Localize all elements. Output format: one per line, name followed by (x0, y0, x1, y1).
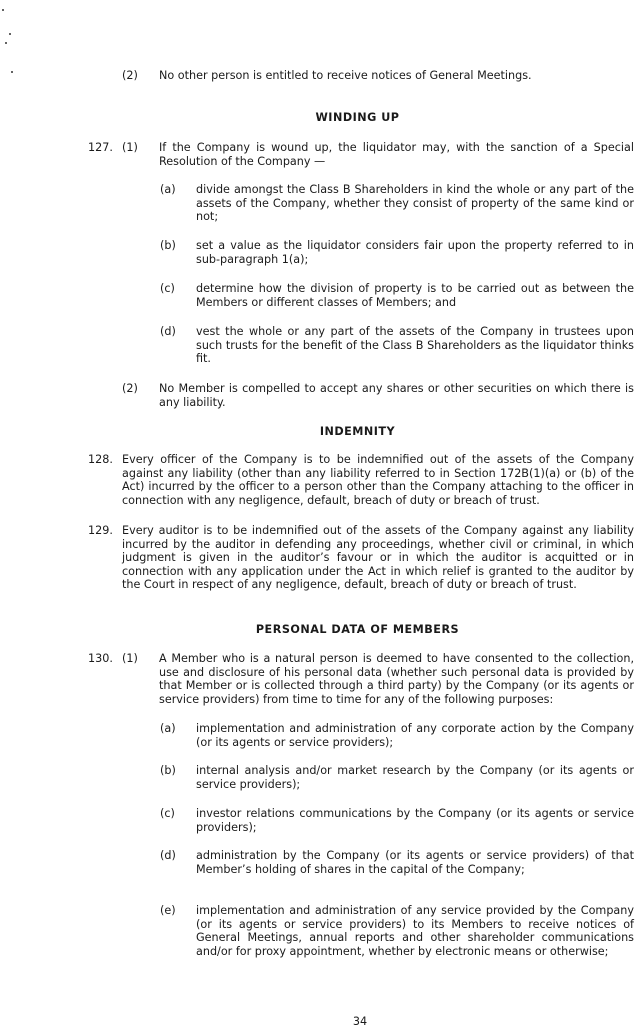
sub-number: (a) (160, 183, 176, 196)
sub-number: (d) (160, 325, 176, 338)
clause-text: Every auditor is to be indemnified out of the assets of the Company against any liability incurred by the auditor in defending any proceedings, whether civil or criminal, in which judgment is given in the auditor’s favour or in which the auditor is acquitted or in connection with any application under the Act in which relief is granted to the auditor by the Court in respect of any negligence, default, breach of duty or breach of trust. (122, 524, 634, 592)
sub-number: (1) (122, 652, 138, 665)
clause-text: implementation and administration of any corporate action by the Company (or its agents or service providers); (196, 722, 634, 749)
sub-number: (2) (122, 382, 138, 395)
clause-text: investor relations communications by the Company (or its agents or service providers); (196, 807, 634, 834)
scan-speck (9, 33, 11, 35)
sub-number: (d) (160, 849, 176, 862)
sub-number: (b) (160, 764, 176, 777)
scan-speck (11, 71, 13, 73)
scan-speck (5, 42, 7, 44)
clause-number: 130. (88, 652, 113, 665)
clause-text: vest the whole or any part of the assets of the Company in trustees upon such trusts for the benefit of the Class B Shareholders as the liquidator thinks fit. (196, 325, 634, 366)
section-heading-indemnity: INDEMNITY (319, 425, 396, 438)
sub-number: (e) (160, 904, 176, 917)
section-heading-personal-data: PERSONAL DATA OF MEMBERS (255, 623, 460, 636)
clause-number: 129. (88, 524, 113, 537)
clause-text: divide amongst the Class B Shareholders in kind the whole or any part of the assets of the Company, whether they consist of property of the same kind or not; (196, 183, 634, 224)
clause-number: 128. (88, 453, 113, 466)
clause-text: set a value as the liquidator considers fair upon the property referred to in sub-paragraph 1(a); (196, 239, 634, 266)
sub-number: (a) (160, 722, 176, 735)
sub-number: (2) (122, 69, 138, 82)
clause-text: A Member who is a natural person is deemed to have consented to the collection, use and disclosure of his personal data (whether such personal data is provided by that Member or is collected through a third party) by the Company (or its agents or service providers) from time to time for any of the following purposes: (159, 652, 634, 706)
clause-text: determine how the division of property is to be carried out as between the Members or different classes of Members; and (196, 282, 634, 309)
clause-number: 127. (88, 141, 113, 154)
sub-number: (b) (160, 239, 176, 252)
clause-text: administration by the Company (or its agents or service providers) of that Member’s holding of shares in the capital of the Company; (196, 849, 634, 876)
sub-number: (c) (160, 282, 175, 295)
section-heading-winding-up: WINDING UP (315, 111, 400, 124)
scan-speck (2, 9, 4, 11)
clause-text: Every officer of the Company is to be indemnified out of the assets of the Company against any liability (other than any liability referred to in Section 172B(1)(a) or (b) of the Act) incurred by the officer to a person other than the Company attaching to the officer in connection with any negligence, default, breach of duty or breach of trust. (122, 453, 634, 507)
clause-text: No Member is compelled to accept any shares or other securities on which there is any liability. (159, 382, 634, 409)
sub-number: (1) (122, 141, 138, 154)
clause-text: implementation and administration of any service provided by the Company (or its agents or service providers) to its Members to receive notices of General Meetings, annual reports and other shareholder communications and/or for proxy appointment, whether by electronic means or otherwise; (196, 904, 634, 958)
clause-text: internal analysis and/or market research by the Company (or its agents or service providers); (196, 764, 634, 791)
sub-number: (c) (160, 807, 175, 820)
clause-text: If the Company is wound up, the liquidator may, with the sanction of a Special Resolution of the Company — (159, 141, 634, 168)
clause-text: No other person is entitled to receive notices of General Meetings. (159, 69, 532, 82)
page-number: 34 (352, 1015, 368, 1028)
